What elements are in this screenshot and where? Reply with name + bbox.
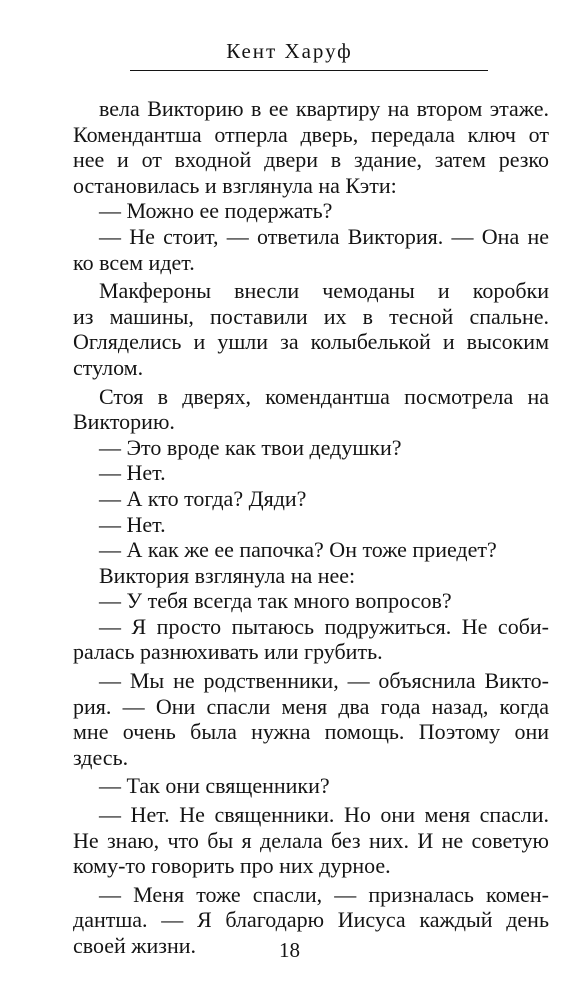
text-line: — Это вроде как твои дедушки? [99,434,402,460]
text-line: ко всем идет. [73,249,195,275]
text-line: Виктория взглянула на нее: [99,562,356,588]
text-line: мне очень была нужна помощь. Поэтому они [73,719,549,745]
text-line: Стоя в дверях, комендантша посмотрела на [99,383,549,409]
text-line: своей жизни. [73,933,197,958]
text-line: вела Викторию в ее квартиру на втором этаже. [99,96,549,121]
text-line: ралась разнюхивать или грубить. [73,639,383,665]
text-line: — У тебя всегда так много вопросов? [99,588,452,614]
text-line: дантша. — Я благодарю Иисуса каждый день [73,907,549,933]
text-line: — Мы не родственники, — объяснила Викто- [99,668,549,694]
text-line: — Меня тоже спасли, — призналась комен- [99,881,549,907]
text-line: нее и от входной двери в здание, затем резко [73,147,549,173]
text-line: — Нет. Не священники. Но они меня спасли. [99,802,549,828]
text-line: кому-то говорить про них дурное. [73,853,391,879]
running-head-author: Кент Харуф [226,39,353,63]
text-line: Макфероны внесли чемоданы и коробки [99,278,549,304]
text-line: Огляделись и ушли за колыбелькой и высоким [73,329,549,355]
text-line: стулом. [73,354,144,380]
text-line: — Можно ее подержать? [99,198,333,224]
page-number: 18 [279,938,300,962]
text-line: Комендантша отперла дверь, передала ключ от [73,121,549,147]
text-line: — Я просто пытаюсь подружиться. Не соби- [99,613,549,639]
text-line: — Нет. [99,511,166,537]
text-line: Не знаю, что бы я делала без них. И не советую [73,827,549,853]
body-text [73,96,549,959]
text-line: рия. — Они спасли меня два года назад, когда [73,693,549,719]
text-line: — Не стоит, — ответила Виктория. — Она не [99,223,549,249]
text-line: — А кто тогда? Дяди? [99,485,307,511]
text-line: из машины, поставили их в тесной спальне. [73,303,549,329]
text-line: — Так они священники? [99,773,330,799]
header-rule [130,70,488,71]
text-line: — Нет. [99,460,166,486]
text-line: — А как же ее папочка? Он тоже приедет? [99,537,497,563]
text-line: остановилась и взглянула на Кэти: [73,172,397,198]
text-line: здесь. [73,744,129,770]
text-line: Викторию. [73,409,175,435]
